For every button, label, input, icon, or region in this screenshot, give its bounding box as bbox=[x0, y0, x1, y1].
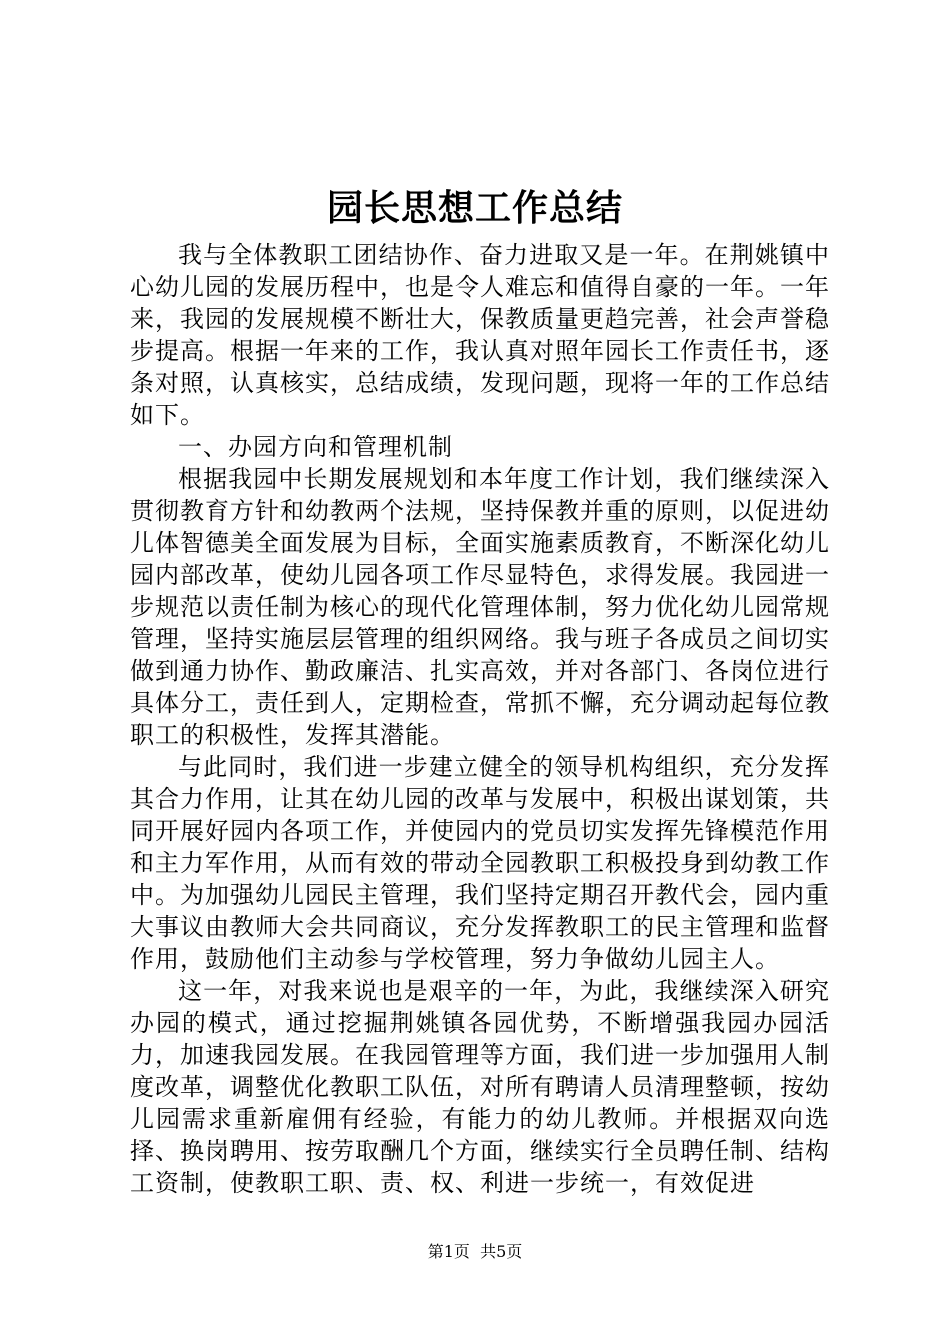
page-total: 共5页 bbox=[480, 1242, 523, 1261]
paragraph-management: 根据我园中长期发展规划和本年度工作计划，我们继续深入贯彻教育方针和幼教两个法规，坚持保教并重的原则，以促进幼儿体智德美全面发展为目标，全面实施素质教育，不断深化幼儿园内部改革，使幼儿园各项工作尽显特色，求得发展。我园进一步规范以责任制为核心的现代化管理体制，努力优化幼儿园常规管理，坚持实施层层管理的组织网络。我与班子各成员之间切实做到通力协作、勤政廉洁、扎实高效，并对各部门、各岗位进行具体分工，责任到人，定期检查，常抓不懈，充分调动起每位教职工的积极性，发挥其潜能。 bbox=[130, 465, 830, 749]
paragraph-intro: 我与全体教职工团结协作、奋力进取又是一年。在荆姚镇中心幼儿园的发展历程中，也是令人难忘和值得自豪的一年。一年来，我园的发展规模不断壮大，保教质量更趋完善，社会声誉稳步提高。根据一年来的工作，我认真对照年园长工作责任书，逐条对照，认真核实，总结成绩，发现问题，现将一年的工作总结如下。 bbox=[130, 241, 830, 429]
page-footer bbox=[0, 1240, 950, 1264]
page-number: 第1页 bbox=[427, 1242, 470, 1261]
document-title: 园长思想工作总结 bbox=[326, 187, 623, 229]
section-heading: 一、办园方向和管理机制 bbox=[178, 433, 453, 461]
paragraph-leadership: 与此同时，我们进一步建立健全的领导机构组织，充分发挥其合力作用，让其在幼儿园的改革与发展中，积极出谋划策，共同开展好园内各项工作，并使园内的党员切实发挥先锋模范作用和主力军作用，从而有效的带动全园教职工积极投身到幼教工作中。为加强幼儿园民主管理，我们坚持定期召开教代会，园内重大事议由教师大会共同商议，充分发挥教职工的民主管理和监督作用，鼓励他们主动参与学校管理，努力争做幼儿园主人。 bbox=[130, 753, 830, 973]
paragraph-reform: 这一年，对我来说也是艰辛的一年，为此，我继续深入研究办园的模式，通过挖掘荆姚镇各园优势，不断增强我园办园活力，加速我园发展。在我园管理等方面，我们进一步加强用人制度改革，调整优化教职工队伍，对所有聘请人员清理整顿，按幼儿园需求重新雇佣有经验，有能力的幼儿教师。并根据双向选择、换岗聘用、按劳取酬几个方面，继续实行全员聘任制、结构工资制，使教职工职、责、权、利进一步统一，有效促进 bbox=[130, 977, 830, 1197]
document-body bbox=[130, 239, 830, 1199]
